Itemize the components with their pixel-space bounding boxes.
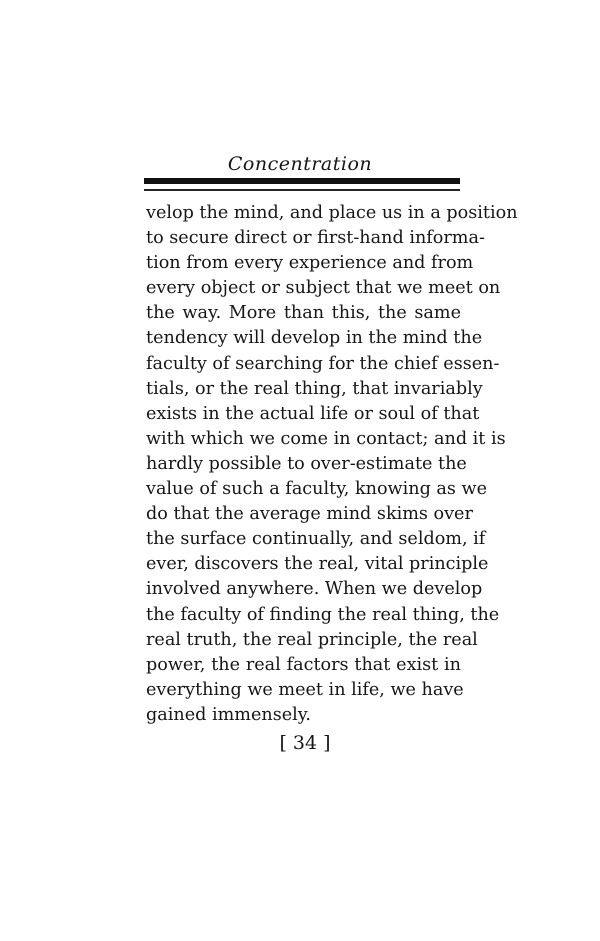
text-line: do that the average mind skims over [146, 504, 473, 525]
header-rule-thick [144, 178, 460, 184]
text-line: tials, or the real thing, that invariably [146, 378, 483, 399]
text-line: with which we come in contact; and it is [146, 428, 506, 449]
text-line: faculty of searching for the chief essen- [146, 353, 500, 374]
text-line: everything we meet in life, we have [146, 679, 464, 700]
text-line: gained immensely. [146, 704, 311, 725]
text-line: power, the real factors that exist in [146, 654, 461, 675]
text-line: real truth, the real principle, the real [146, 629, 478, 650]
text-line: velop the mind, and place us in a position [146, 203, 518, 223]
text-line: the faculty of finding the real thing, the [146, 604, 500, 625]
page-number: [ 34 ] [279, 732, 331, 754]
text-line: to secure direct or first-hand informa- [146, 228, 485, 249]
text-line: ever, discovers the real, vital principle [146, 554, 489, 575]
text-line: hardly possible to over-estimate the [146, 453, 467, 474]
running-head: Concentration [227, 153, 373, 175]
body-paragraph [146, 201, 518, 728]
text-line: tion from every experience and from [146, 253, 474, 274]
text-line: every object or subject that we meet on [146, 278, 501, 299]
text-line: tendency will develop in the mind the [146, 328, 483, 349]
text-line: value of such a faculty, knowing as we [146, 479, 488, 500]
text-line: involved anywhere. When we develop [146, 579, 483, 600]
header-rule-thin [144, 189, 460, 191]
text-line: the way. More than this, the same [146, 303, 461, 324]
text-line: the surface continually, and seldom, if [146, 529, 486, 550]
text-line: exists in the actual life or soul of that [146, 403, 480, 424]
